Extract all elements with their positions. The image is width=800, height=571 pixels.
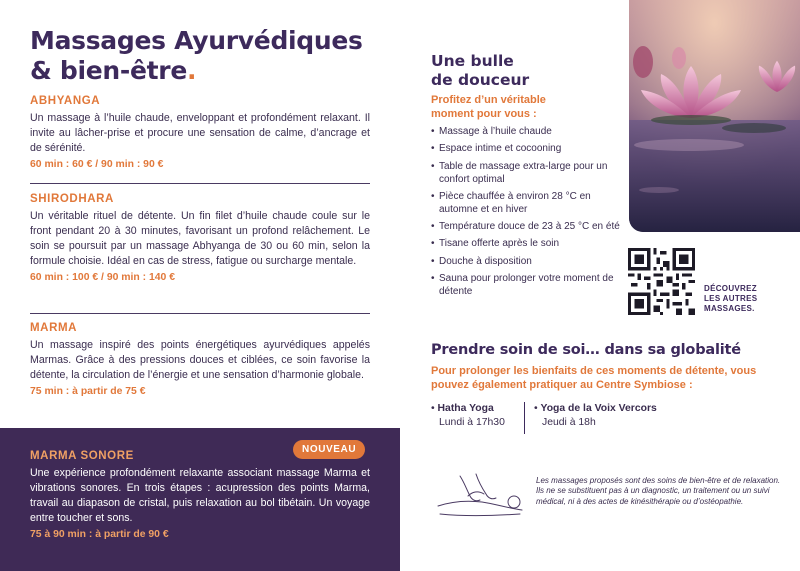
right-column <box>400 0 800 571</box>
divider <box>30 183 370 184</box>
list-item: • Table de massage extra-large pour un confort optimal <box>431 160 621 186</box>
marma-sonore-price: 75 à 90 min : à partir de 90 € <box>30 529 169 540</box>
bulle-title-line1: Une bulle <box>431 52 514 70</box>
bulle-title-line2: de douceur <box>431 71 530 89</box>
activity-yoga-voix: • Yoga de la Voix Vercors Jeudi à 18h <box>534 403 657 428</box>
title-dot: . <box>187 56 197 85</box>
abhyanga-description: Un massage à l’huile chaude, enveloppant et profondément relaxant. Il invite au lâcher-prise et procure une sensation de calme, d’ancrage et de sérénité. <box>30 112 370 154</box>
activity-schedule: Jeudi à 18h <box>542 417 596 428</box>
activity-hatha-yoga: • Hatha Yoga Lundi à 17h30 <box>431 403 505 428</box>
lotus-illustration <box>629 0 800 232</box>
list-item: • Sauna pour prolonger votre moment de détente <box>431 272 621 298</box>
globalite-title: Prendre soin de soi… dans sa globalité <box>431 342 741 358</box>
abhyanga-price: 60 min : 60 € / 90 min : 90 € <box>30 159 164 170</box>
shirodhara-price: 60 min : 100 € / 90 min : 140 € <box>30 272 175 283</box>
lotus-photo <box>629 0 800 232</box>
bulle-subtitle: Profitez d’un véritable moment pour vous : <box>431 94 546 120</box>
marma-heading: MARMA <box>30 322 78 334</box>
massage-illustration <box>430 466 530 526</box>
abhyanga-section <box>30 95 370 170</box>
qr-caption: DÉCOUVREZ LES AUTRES MASSAGES. <box>704 284 758 313</box>
globalite-subtitle: Pour prolonger les bienfaits de ces moments de détente, vous pouvez également pratiquer au Centre Symbiose : <box>431 365 757 391</box>
marma-sonore-section <box>30 450 370 540</box>
shirodhara-heading: SHIRODHARA <box>30 193 114 205</box>
list-item: • Tisane offerte après le soin <box>431 237 621 250</box>
divider <box>30 313 370 314</box>
activity-name: Hatha Yoga <box>437 403 494 414</box>
marma-sonore-description: Une expérience profondément relaxante associant massage Marma et vibrations sonores. En trois étapes : acupression des points Marma, travail au diapason de cristal, puis relaxation au bol tibétain. Un voyage entre toucher et sons. <box>30 467 370 524</box>
list-item: • Douche à disposition <box>431 255 621 268</box>
qr-code[interactable] <box>628 248 695 315</box>
page-title-line2: & bien-être <box>30 56 187 85</box>
page-title-line1: Massages Ayurvédiques <box>30 26 363 55</box>
marma-description: Un massage inspiré des points énergétiques ayurvédiques appelés Marmas. Grâce à des pressions douces et ciblées, ce soin favorise la détente, la circulation de l’énergie et une sensation d’harmonie globale. <box>30 339 370 381</box>
list-item: • Température douce de 23 à 25 °C en été <box>431 220 621 233</box>
marma-price: 75 min : à partir de 75 € <box>30 386 146 397</box>
abhyanga-heading: ABHYANGA <box>30 95 101 107</box>
new-badge: NOUVEAU <box>293 440 365 459</box>
disclaimer: Les massages proposés sont des soins de bien-être et de relaxation. Ils ne se substituent pas à un diagnostic, un traitement ou un suivi médical, ni à des actes de kinésithérapie ou d’ostéopathie. <box>536 476 781 506</box>
shirodhara-description: Un véritable rituel de détente. Un fin filet d’huile chaude coule sur le front pendant 20 à 30 minutes, favorisant un profond relâchement. Le soin se poursuit par un massage Abhyanga de 30 ou 60 min, selon la formule choisie. Idéal en cas de stress, fatigue ou surcharge mentale. <box>30 210 370 267</box>
marma-section <box>30 322 370 397</box>
marma-sonore-heading: MARMA SONORE <box>30 450 134 462</box>
list-item: • Espace intime et cocooning <box>431 142 621 155</box>
page-title <box>30 26 380 86</box>
activity-name: Yoga de la Voix Vercors <box>540 403 657 414</box>
activity-schedule: Lundi à 17h30 <box>439 417 505 428</box>
amenities-list <box>431 125 621 302</box>
list-item: • Massage à l’huile chaude <box>431 125 621 138</box>
bulle-title <box>431 52 529 90</box>
list-item: • Pièce chauffée à environ 28 °C en automne et en hiver <box>431 190 621 216</box>
shirodhara-section <box>30 193 370 283</box>
activity-divider <box>524 402 525 434</box>
